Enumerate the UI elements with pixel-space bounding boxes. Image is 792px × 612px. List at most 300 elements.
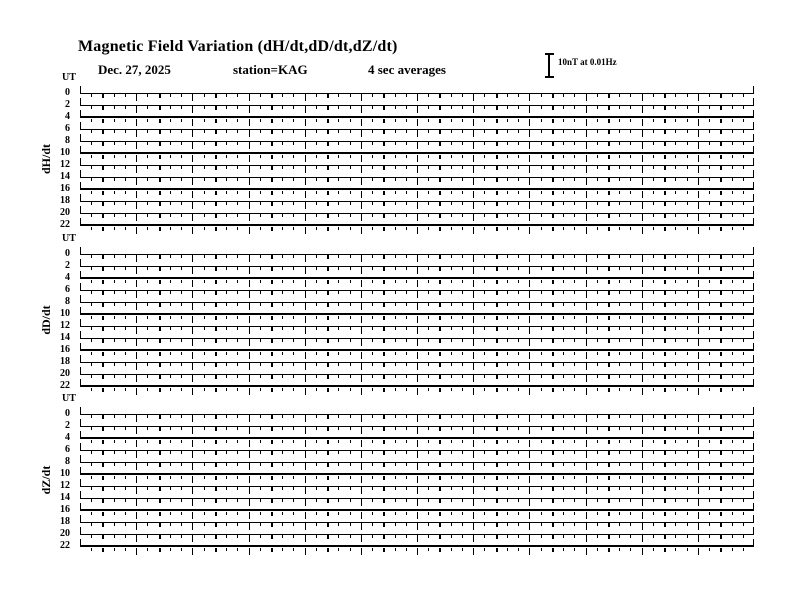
tick-mark xyxy=(226,166,227,169)
tick-mark xyxy=(698,440,699,447)
tick-mark xyxy=(428,363,429,366)
tick-mark xyxy=(675,463,676,466)
tick-mark xyxy=(597,487,598,490)
tick-mark xyxy=(395,267,396,270)
tick-mark xyxy=(664,119,666,123)
tick-mark xyxy=(529,548,530,555)
tick-mark xyxy=(743,155,744,158)
row-end-cap xyxy=(80,343,81,350)
tick-mark xyxy=(125,499,126,502)
tick-mark xyxy=(293,227,294,230)
tick-mark xyxy=(586,214,587,221)
tick-mark xyxy=(170,476,171,479)
tick-mark xyxy=(338,130,339,133)
tick-mark xyxy=(271,280,273,284)
tick-mark xyxy=(338,94,339,97)
tick-mark xyxy=(417,316,418,323)
row-end-cap xyxy=(753,206,754,213)
tick-mark xyxy=(743,548,744,551)
tick-mark xyxy=(170,535,171,538)
tick-mark xyxy=(282,499,283,502)
row-end-cap xyxy=(80,431,81,438)
tick-mark xyxy=(462,523,463,526)
tick-mark xyxy=(249,119,250,126)
tick-mark xyxy=(574,178,575,181)
tick-mark xyxy=(675,178,676,181)
tick-mark xyxy=(293,214,294,217)
tick-mark xyxy=(159,535,161,539)
tick-mark xyxy=(698,202,699,209)
tick-mark xyxy=(147,227,148,230)
tick-mark xyxy=(563,303,564,306)
tick-mark xyxy=(181,280,182,283)
tick-mark xyxy=(484,267,485,270)
tick-mark xyxy=(709,280,710,283)
tick-mark xyxy=(675,166,676,169)
tick-mark xyxy=(642,119,643,126)
tick-mark xyxy=(642,202,643,209)
tick-mark xyxy=(552,415,554,419)
tick-mark xyxy=(597,280,598,283)
tick-mark xyxy=(417,267,418,274)
tick-mark xyxy=(698,303,699,310)
tick-mark xyxy=(260,535,261,538)
tick-mark xyxy=(642,316,643,323)
tick-mark xyxy=(226,339,227,342)
tick-mark xyxy=(395,548,396,551)
tick-mark xyxy=(743,303,744,306)
tick-mark xyxy=(215,267,217,271)
tick-mark xyxy=(439,548,441,552)
tick-mark xyxy=(608,499,610,503)
tick-mark xyxy=(563,291,564,294)
tick-mark xyxy=(170,375,171,378)
tick-mark xyxy=(249,487,250,494)
tick-mark xyxy=(226,291,227,294)
tick-mark xyxy=(181,316,182,319)
tick-mark xyxy=(529,267,530,274)
tick-mark xyxy=(383,303,385,307)
tick-mark xyxy=(305,415,306,422)
tick-mark xyxy=(406,316,407,319)
tick-mark xyxy=(507,166,508,169)
tick-mark xyxy=(698,487,699,494)
tick-mark xyxy=(249,291,250,298)
tick-mark xyxy=(675,548,676,551)
tick-mark xyxy=(653,327,654,330)
tick-mark xyxy=(586,142,587,149)
tick-mark xyxy=(361,155,362,162)
tick-mark xyxy=(136,327,137,334)
hour-label: 20 xyxy=(60,207,70,218)
tick-mark xyxy=(361,476,362,483)
tick-mark xyxy=(361,427,362,434)
tick-mark xyxy=(383,166,385,170)
tick-mark xyxy=(664,142,666,146)
tick-mark xyxy=(282,267,283,270)
tick-mark xyxy=(282,440,283,443)
tick-mark xyxy=(181,291,182,294)
tick-mark xyxy=(518,427,519,430)
row-end-cap xyxy=(753,467,754,474)
tick-mark xyxy=(226,388,227,391)
tick-mark xyxy=(563,523,564,526)
tick-mark xyxy=(181,155,182,158)
tick-mark xyxy=(462,388,463,391)
tick-mark xyxy=(529,280,530,287)
tick-mark xyxy=(642,363,643,370)
tick-mark xyxy=(372,487,373,490)
row-end-cap xyxy=(80,206,81,213)
tick-mark xyxy=(136,463,137,470)
tick-mark xyxy=(204,227,205,230)
tick-mark xyxy=(597,227,598,230)
tick-mark xyxy=(484,142,485,145)
tick-mark xyxy=(518,106,519,109)
tick-mark xyxy=(720,548,722,552)
tick-mark xyxy=(653,451,654,454)
tick-mark xyxy=(192,142,193,149)
tick-mark xyxy=(462,339,463,342)
tick-mark xyxy=(428,166,429,169)
tick-mark xyxy=(282,166,283,169)
tick-mark xyxy=(406,191,407,194)
trace-rows xyxy=(60,408,754,551)
tick-mark xyxy=(237,202,238,205)
tick-mark xyxy=(586,227,587,234)
trace-line xyxy=(80,437,754,439)
tick-mark xyxy=(720,535,722,539)
tick-mark xyxy=(586,106,587,113)
tick-mark xyxy=(181,388,182,391)
tick-mark xyxy=(114,512,115,515)
tick-mark xyxy=(619,130,620,133)
tick-mark xyxy=(507,178,508,181)
tick-mark xyxy=(260,388,261,391)
tick-mark xyxy=(102,440,104,444)
tick-mark xyxy=(541,375,542,378)
tick-mark xyxy=(664,155,666,159)
tick-mark xyxy=(642,214,643,221)
tick-mark xyxy=(597,451,598,454)
trace-line xyxy=(80,509,754,511)
tick-mark xyxy=(372,214,373,217)
tick-mark xyxy=(372,191,373,194)
row-end-cap xyxy=(753,455,754,462)
tick-mark xyxy=(529,303,530,310)
hour-label: 14 xyxy=(60,171,70,182)
tick-mark xyxy=(439,303,441,307)
tick-mark xyxy=(237,388,238,391)
tick-mark xyxy=(350,119,351,122)
tick-mark xyxy=(462,535,463,538)
tick-mark xyxy=(91,451,92,454)
tick-mark xyxy=(608,280,610,284)
tick-mark xyxy=(518,267,519,270)
tick-mark xyxy=(439,191,441,195)
tick-mark xyxy=(642,476,643,483)
tick-mark xyxy=(563,352,564,355)
tick-mark xyxy=(563,166,564,169)
tick-mark xyxy=(316,476,317,479)
tick-mark xyxy=(91,363,92,366)
tick-mark xyxy=(496,119,498,123)
tick-mark xyxy=(260,155,261,158)
tick-mark xyxy=(147,451,148,454)
tick-mark xyxy=(170,214,171,217)
tick-mark xyxy=(630,463,631,466)
tick-mark xyxy=(417,255,418,262)
tick-mark xyxy=(114,303,115,306)
tick-mark xyxy=(720,155,722,159)
tick-mark xyxy=(271,178,273,182)
tick-mark xyxy=(653,548,654,551)
tick-mark xyxy=(698,94,699,101)
tick-mark xyxy=(687,512,688,515)
tick-mark xyxy=(664,512,666,516)
tick-mark xyxy=(147,440,148,443)
tick-mark xyxy=(439,388,441,392)
tick-mark xyxy=(226,119,227,122)
tick-mark xyxy=(159,191,161,195)
tick-mark xyxy=(215,155,217,159)
tick-mark xyxy=(282,548,283,551)
tick-mark xyxy=(619,363,620,366)
tick-mark xyxy=(260,291,261,294)
tick-mark xyxy=(720,130,722,134)
tick-mark xyxy=(541,440,542,443)
tick-mark xyxy=(541,291,542,294)
tick-mark xyxy=(338,303,339,306)
tick-mark xyxy=(484,463,485,466)
row-end-cap xyxy=(80,283,81,290)
tick-mark xyxy=(608,119,610,123)
tick-mark xyxy=(473,415,474,422)
tick-mark xyxy=(518,303,519,306)
tick-mark xyxy=(619,106,620,109)
trace-line xyxy=(80,385,754,387)
tick-mark xyxy=(395,202,396,205)
tick-mark xyxy=(720,487,722,491)
tick-mark xyxy=(507,523,508,526)
trace-line xyxy=(80,473,754,475)
tick-mark xyxy=(563,363,564,366)
tick-mark xyxy=(484,130,485,133)
trace-rows xyxy=(60,248,754,391)
tick-mark xyxy=(282,327,283,330)
tick-mark xyxy=(159,415,161,419)
tick-mark xyxy=(473,523,474,530)
tick-mark xyxy=(271,130,273,134)
tick-mark xyxy=(204,255,205,258)
tick-mark xyxy=(720,119,722,123)
tick-mark xyxy=(664,106,666,110)
tick-mark xyxy=(698,280,699,287)
tick-mark xyxy=(417,339,418,346)
tick-mark xyxy=(619,94,620,97)
tick-mark xyxy=(350,415,351,418)
tick-mark xyxy=(181,178,182,181)
tick-mark xyxy=(642,303,643,310)
tick-mark xyxy=(147,130,148,133)
tick-mark xyxy=(619,267,620,270)
tick-mark xyxy=(496,291,498,295)
tick-mark xyxy=(215,119,217,123)
tick-mark xyxy=(484,316,485,319)
tick-mark xyxy=(192,327,193,334)
tick-mark xyxy=(451,166,452,169)
tick-mark xyxy=(293,191,294,194)
tick-mark xyxy=(102,303,104,307)
tick-mark xyxy=(249,155,250,162)
tick-mark xyxy=(102,178,104,182)
tick-mark xyxy=(361,202,362,209)
tick-mark xyxy=(507,427,508,430)
tick-mark xyxy=(159,523,161,527)
tick-mark xyxy=(630,280,631,283)
tick-mark xyxy=(653,202,654,205)
tick-mark xyxy=(91,487,92,490)
tick-mark xyxy=(597,202,598,205)
tick-mark xyxy=(338,535,339,538)
tick-mark xyxy=(204,499,205,502)
tick-mark xyxy=(91,94,92,97)
row-end-cap xyxy=(753,443,754,450)
tick-mark xyxy=(192,440,193,447)
tick-mark xyxy=(720,191,722,195)
tick-mark xyxy=(204,388,205,391)
tick-mark xyxy=(226,130,227,133)
tick-mark xyxy=(541,280,542,283)
tick-mark xyxy=(102,548,104,552)
tick-mark xyxy=(428,255,429,258)
tick-mark xyxy=(586,280,587,287)
tick-mark xyxy=(507,106,508,109)
tick-mark xyxy=(642,280,643,287)
tick-mark xyxy=(271,94,273,98)
row-end-cap xyxy=(80,527,81,534)
tick-mark xyxy=(338,227,339,230)
tick-mark xyxy=(653,94,654,97)
tick-mark xyxy=(653,523,654,526)
tick-mark xyxy=(271,440,273,444)
tick-mark xyxy=(529,476,530,483)
tick-mark xyxy=(518,512,519,515)
tick-mark xyxy=(675,535,676,538)
tick-mark xyxy=(260,512,261,515)
tick-mark xyxy=(361,512,362,519)
tick-mark xyxy=(687,487,688,490)
tick-mark xyxy=(732,427,733,430)
tick-mark xyxy=(136,316,137,323)
tick-mark xyxy=(282,535,283,538)
tick-mark xyxy=(451,375,452,378)
tick-mark xyxy=(428,388,429,391)
tick-mark xyxy=(720,512,722,516)
tick-mark xyxy=(159,130,161,134)
tick-mark xyxy=(114,548,115,551)
tick-mark xyxy=(496,303,498,307)
tick-mark xyxy=(406,202,407,205)
row-end-cap xyxy=(80,307,81,314)
tick-mark xyxy=(574,119,575,122)
tick-mark xyxy=(732,339,733,342)
tick-mark xyxy=(204,214,205,217)
tick-mark xyxy=(114,487,115,490)
row-end-cap xyxy=(753,86,754,93)
tick-mark xyxy=(473,535,474,542)
tick-mark xyxy=(338,191,339,194)
tick-mark xyxy=(91,327,92,330)
tick-mark xyxy=(462,451,463,454)
tick-mark xyxy=(597,535,598,538)
tick-mark xyxy=(125,119,126,122)
tick-mark xyxy=(439,106,441,110)
tick-mark xyxy=(675,291,676,294)
tick-mark xyxy=(529,227,530,234)
tick-mark xyxy=(305,303,306,310)
tick-mark xyxy=(91,291,92,294)
tick-mark xyxy=(720,352,722,356)
tick-mark xyxy=(709,227,710,230)
tick-mark xyxy=(316,119,317,122)
tick-mark xyxy=(327,476,329,480)
tick-mark xyxy=(563,463,564,466)
tick-mark xyxy=(372,94,373,97)
tick-mark xyxy=(642,166,643,173)
tick-mark xyxy=(170,227,171,230)
tick-mark xyxy=(462,352,463,355)
tick-mark xyxy=(327,191,329,195)
tick-mark xyxy=(439,227,441,231)
tick-mark xyxy=(327,523,329,527)
tick-mark xyxy=(327,291,329,295)
tick-mark xyxy=(406,487,407,490)
tick-mark xyxy=(192,415,193,422)
tick-mark xyxy=(496,178,498,182)
tick-mark xyxy=(305,375,306,382)
tick-mark xyxy=(338,415,339,418)
tick-mark xyxy=(709,352,710,355)
tick-mark xyxy=(260,440,261,443)
tick-mark xyxy=(732,255,733,258)
tick-mark xyxy=(484,427,485,430)
hour-label: 20 xyxy=(60,528,70,539)
tick-mark xyxy=(102,119,104,123)
tick-mark xyxy=(732,499,733,502)
tick-mark xyxy=(327,227,329,231)
tick-mark xyxy=(125,523,126,526)
tick-mark xyxy=(563,499,564,502)
hour-label: 6 xyxy=(65,123,70,134)
tick-mark xyxy=(147,178,148,181)
tick-mark xyxy=(541,363,542,366)
tick-mark xyxy=(675,94,676,97)
tick-mark xyxy=(574,463,575,466)
tick-mark xyxy=(260,214,261,217)
tick-mark xyxy=(484,523,485,526)
tick-mark xyxy=(293,303,294,306)
tick-mark xyxy=(709,178,710,181)
tick-mark xyxy=(574,352,575,355)
tick-mark xyxy=(664,440,666,444)
tick-mark xyxy=(732,280,733,283)
tick-mark xyxy=(260,178,261,181)
tick-mark xyxy=(361,119,362,126)
tick-mark xyxy=(395,451,396,454)
tick-mark xyxy=(552,487,554,491)
tick-mark xyxy=(563,512,564,515)
